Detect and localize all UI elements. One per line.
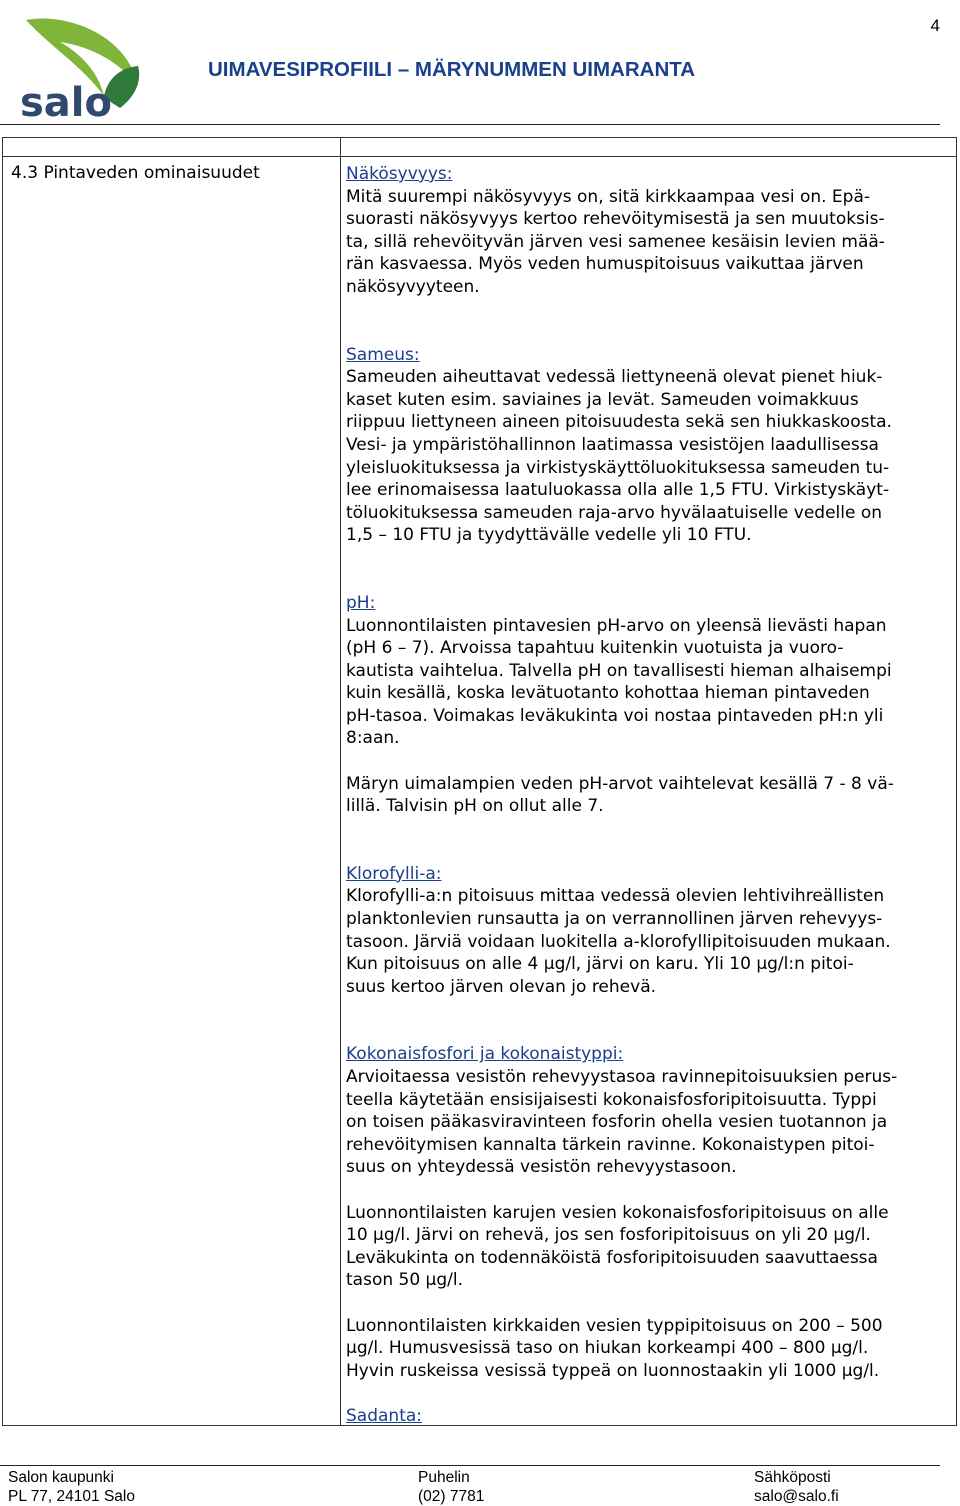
- body-line: 1,5 – 10 FTU ja tyydyttävälle vedelle yli 10 FTU.: [346, 525, 752, 546]
- table-top-rule: [3, 156, 956, 157]
- salo-logo-icon: [8, 8, 158, 123]
- body-line: planktonlevien runsautta ja on verrannollinen järven rehevyys-: [346, 909, 883, 930]
- page-number: 4: [930, 16, 940, 35]
- body-line: kautista vaihtelua. Talvella pH on tavallisesti hieman alhaisempi: [346, 660, 892, 681]
- fosfori-section: [346, 1043, 952, 1382]
- body-line: Mitä suurempi näkösyvyys on, sitä kirkkaampaa vesi on. Epä-: [346, 186, 871, 207]
- body-line: lee erinomaisessa laatuluokassa olla alle 1,5 FTU. Virkistyskäyt-: [346, 480, 890, 501]
- header-rule: [0, 124, 940, 125]
- body-line: yleisluokituksessa ja virkistyskäyttöluokituksessa sameuden tu-: [346, 457, 890, 478]
- body-line: suus kertoo järven olevan jo rehevä.: [346, 976, 657, 997]
- footer-phone-number: (02) 7781: [418, 1488, 485, 1505]
- document-title: UIMAVESIPROFIILI – MÄRYNUMMEN UIMARANTA: [208, 58, 696, 81]
- klorofylli-heading: Klorofylli-a:: [346, 863, 442, 884]
- body-line: ta, sillä rehevöityvän järven vesi samenee kesäisin levien mää-: [346, 231, 885, 252]
- body-line: Hyvin ruskeissa vesissä typpeä on luonnostaakin yli 1000 μg/l.: [346, 1360, 880, 1381]
- body-line: kaset kuten esim. saviaines ja levät. Sameuden voimakkuus: [346, 389, 859, 410]
- nakosyvyys-section: [346, 163, 952, 299]
- section-label: 4.3 Pintaveden ominaisuudet: [11, 163, 260, 183]
- sadanta-heading: Sadanta:: [346, 1405, 423, 1426]
- body-line: Luonnontilaisten karujen vesien kokonaisfosforipitoisuus on alle: [346, 1202, 889, 1223]
- body-line: Sameuden aiheuttavat vedessä liettyneenä olevat pienet hiuk-: [346, 367, 883, 388]
- fosfori-heading: Kokonaisfosfori ja kokonaistyppi:: [346, 1044, 624, 1065]
- body-line: 8:aan.: [346, 728, 400, 749]
- footer-email-address: salo@salo.fi: [754, 1488, 839, 1505]
- body-line: rehevöitymisen kannalta tärkein ravinne. Kokonaistypen pitoi-: [346, 1134, 875, 1155]
- body-line: tason 50 μg/l.: [346, 1270, 464, 1291]
- section-content: [346, 163, 952, 1428]
- footer-email: [754, 1468, 839, 1506]
- body-line: rän kasvaessa. Myös veden humuspitoisuus vaikuttaa järven: [346, 254, 864, 275]
- body-line: suorasti näkösyvyys kertoo rehevöitymisestä ja sen muutoksis-: [346, 209, 885, 230]
- body-line: (pH 6 – 7). Arvoissa tapahtuu kuitenkin vuotuista ja vuoro-: [346, 638, 844, 659]
- body-line: teella käytetään ensisijaisesti kokonaisfosforipitoisuutta. Typpi: [346, 1089, 877, 1110]
- ph-section: [346, 592, 952, 818]
- body-line: Vesi- ja ympäristöhallinnon laatimassa vesistöjen laadullisessa: [346, 434, 879, 455]
- footer-address: [8, 1468, 135, 1506]
- body-line: Märyn uimalampien veden pH-arvot vaihtelevat kesällä 7 - 8 vä-: [346, 773, 894, 794]
- body-line: on toisen pääkasviravinteen fosforin ohella vesien tuotannon ja: [346, 1112, 888, 1133]
- footer-rule: [0, 1465, 940, 1466]
- sameus-section: [346, 344, 952, 547]
- body-line: Klorofylli-a:n pitoisuus mittaa vedessä olevien lehtivihreällisten: [346, 886, 885, 907]
- body-line: Leväkukinta on todennäköistä fosforipitoisuuden saavuttaessa: [346, 1247, 878, 1268]
- sameus-heading: Sameus:: [346, 344, 420, 365]
- nakosyvyys-heading: Näkösyvyys:: [346, 164, 453, 184]
- footer-org: Salon kaupunki: [8, 1469, 114, 1486]
- body-line: μg/l. Humusvesissä taso on hiukan korkeampi 400 – 800 μg/l.: [346, 1338, 869, 1359]
- sadanta-section: [346, 1405, 952, 1428]
- body-line: riippuu liettyneen aineen pitoisuudesta sekä sen hiukkaskoosta.: [346, 412, 892, 433]
- body-line: tasoon. Järviä voidaan luokitella a-klorofyllipitoisuuden mukaan.: [346, 931, 891, 952]
- body-line: Luonnontilaisten pintavesien pH-arvo on yleensä lievästi hapan: [346, 615, 887, 636]
- content-table: [2, 137, 957, 1426]
- body-line: 10 μg/l. Järvi on rehevä, jos sen fosforipitoisuus on yli 20 μg/l.: [346, 1225, 871, 1246]
- body-line: Kun pitoisuus on alle 4 μg/l, järvi on karu. Yli 10 μg/l:n pitoi-: [346, 954, 854, 975]
- footer-phone: [418, 1468, 484, 1506]
- body-line: näkösyvyyteen.: [346, 276, 480, 297]
- footer-email-label: Sähköposti: [754, 1469, 831, 1486]
- body-line: Arvioitaessa vesistön rehevyystasoa ravinnepitoisuuksien perus-: [346, 1067, 898, 1087]
- body-line: pH-tasoa. Voimakas leväkukinta voi nostaa pintaveden pH:n yli: [346, 705, 884, 726]
- svg-text:salo: salo: [20, 80, 112, 123]
- body-line: töluokituksessa sameuden raja-arvo hyvälaatuiselle vedelle on: [346, 502, 883, 523]
- ph-heading: pH:: [346, 592, 376, 613]
- table-column-divider: [340, 138, 341, 1425]
- body-line: Luonnontilaisten kirkkaiden vesien typpipitoisuus on 200 – 500: [346, 1315, 883, 1336]
- salo-logo: [8, 8, 158, 123]
- body-line: kuin kesällä, koska levätuotanto kohottaa hieman pintaveden: [346, 683, 870, 704]
- body-line: suus on yhteydessä vesistön rehevyystasoon.: [346, 1157, 737, 1178]
- footer-phone-label: Puhelin: [418, 1469, 470, 1486]
- footer-postal: PL 77, 24101 Salo: [8, 1488, 135, 1505]
- klorofylli-section: [346, 863, 952, 999]
- body-line: lillä. Talvisin pH on ollut alle 7.: [346, 796, 604, 817]
